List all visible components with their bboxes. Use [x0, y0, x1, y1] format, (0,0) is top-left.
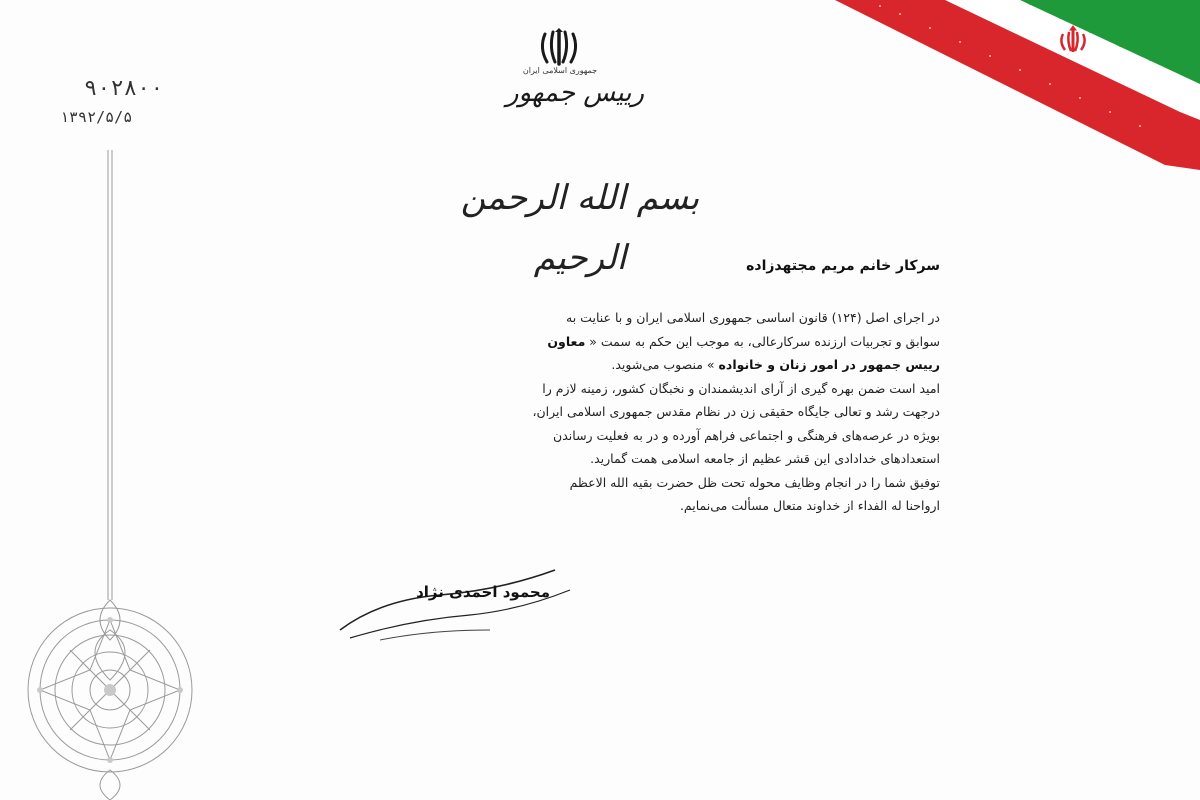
- body-emphasis: معاون: [547, 333, 586, 349]
- letter-date: ۱۳۹۲/۵/۵: [60, 108, 133, 126]
- body-text: سوابق و تجربیات ارزنده سرکارعالی، به موجب این حکم به سمت «: [585, 333, 940, 349]
- body-emphasis: رییس جمهور در امور زنان و خانواده: [718, 357, 940, 372]
- recipient: سرکار خانم مریم مجتهدزاده: [746, 258, 940, 274]
- header-office-title: رییس جمهور: [505, 78, 645, 108]
- body-line: [218, 330, 940, 354]
- body-line: درجهت رشد و تعالی جایگاه حقیقی زن در نظام مقدس جمهوری اسلامی ایران،: [532, 404, 940, 419]
- body-line: استعدادهای خدادادی این قشر عظیم از جامعه اسلامی همت گمارید.: [590, 451, 940, 466]
- signature-scribble: [320, 560, 580, 650]
- letter-number: ۹۰۲۸۰۰: [84, 76, 164, 101]
- header-country: جمهوری اسلامی ایران: [522, 66, 598, 75]
- flag-emblem-icon: [1061, 26, 1084, 52]
- body-line: توفیق شما را در انجام وظایف محوله تحت ظل حضرت بقیه الله الاعظم: [569, 474, 940, 490]
- body-line: امید است ضمن بهره گیری از آرای اندیشمندان و نخبگان کشور، زمینه لازم را: [542, 380, 940, 396]
- body-text: » منصوب می‌شوید.: [611, 357, 719, 372]
- body-line: در اجرای اصل (۱۲۴) قانون اساسی جمهوری اسلامی ایران و با عنایت به: [566, 310, 940, 325]
- letter-body: [218, 306, 940, 518]
- ornamental-pendant: [10, 150, 200, 800]
- bismillah-calligraphy: بسم الله الرحمن الرحیم: [460, 178, 700, 278]
- body-line: بویژه در عرصه‌های فرهنگی و اجتماعی فراهم آورده و در به فعلیت رساندن: [553, 427, 940, 443]
- body-line: ارواحنا له الفداء از خداوند متعال مسألت می‌نمایم.: [679, 498, 940, 513]
- body-line: [218, 353, 940, 377]
- iran-emblem-icon: [537, 28, 581, 68]
- signature-name: محمود احمدی نژاد: [416, 583, 550, 601]
